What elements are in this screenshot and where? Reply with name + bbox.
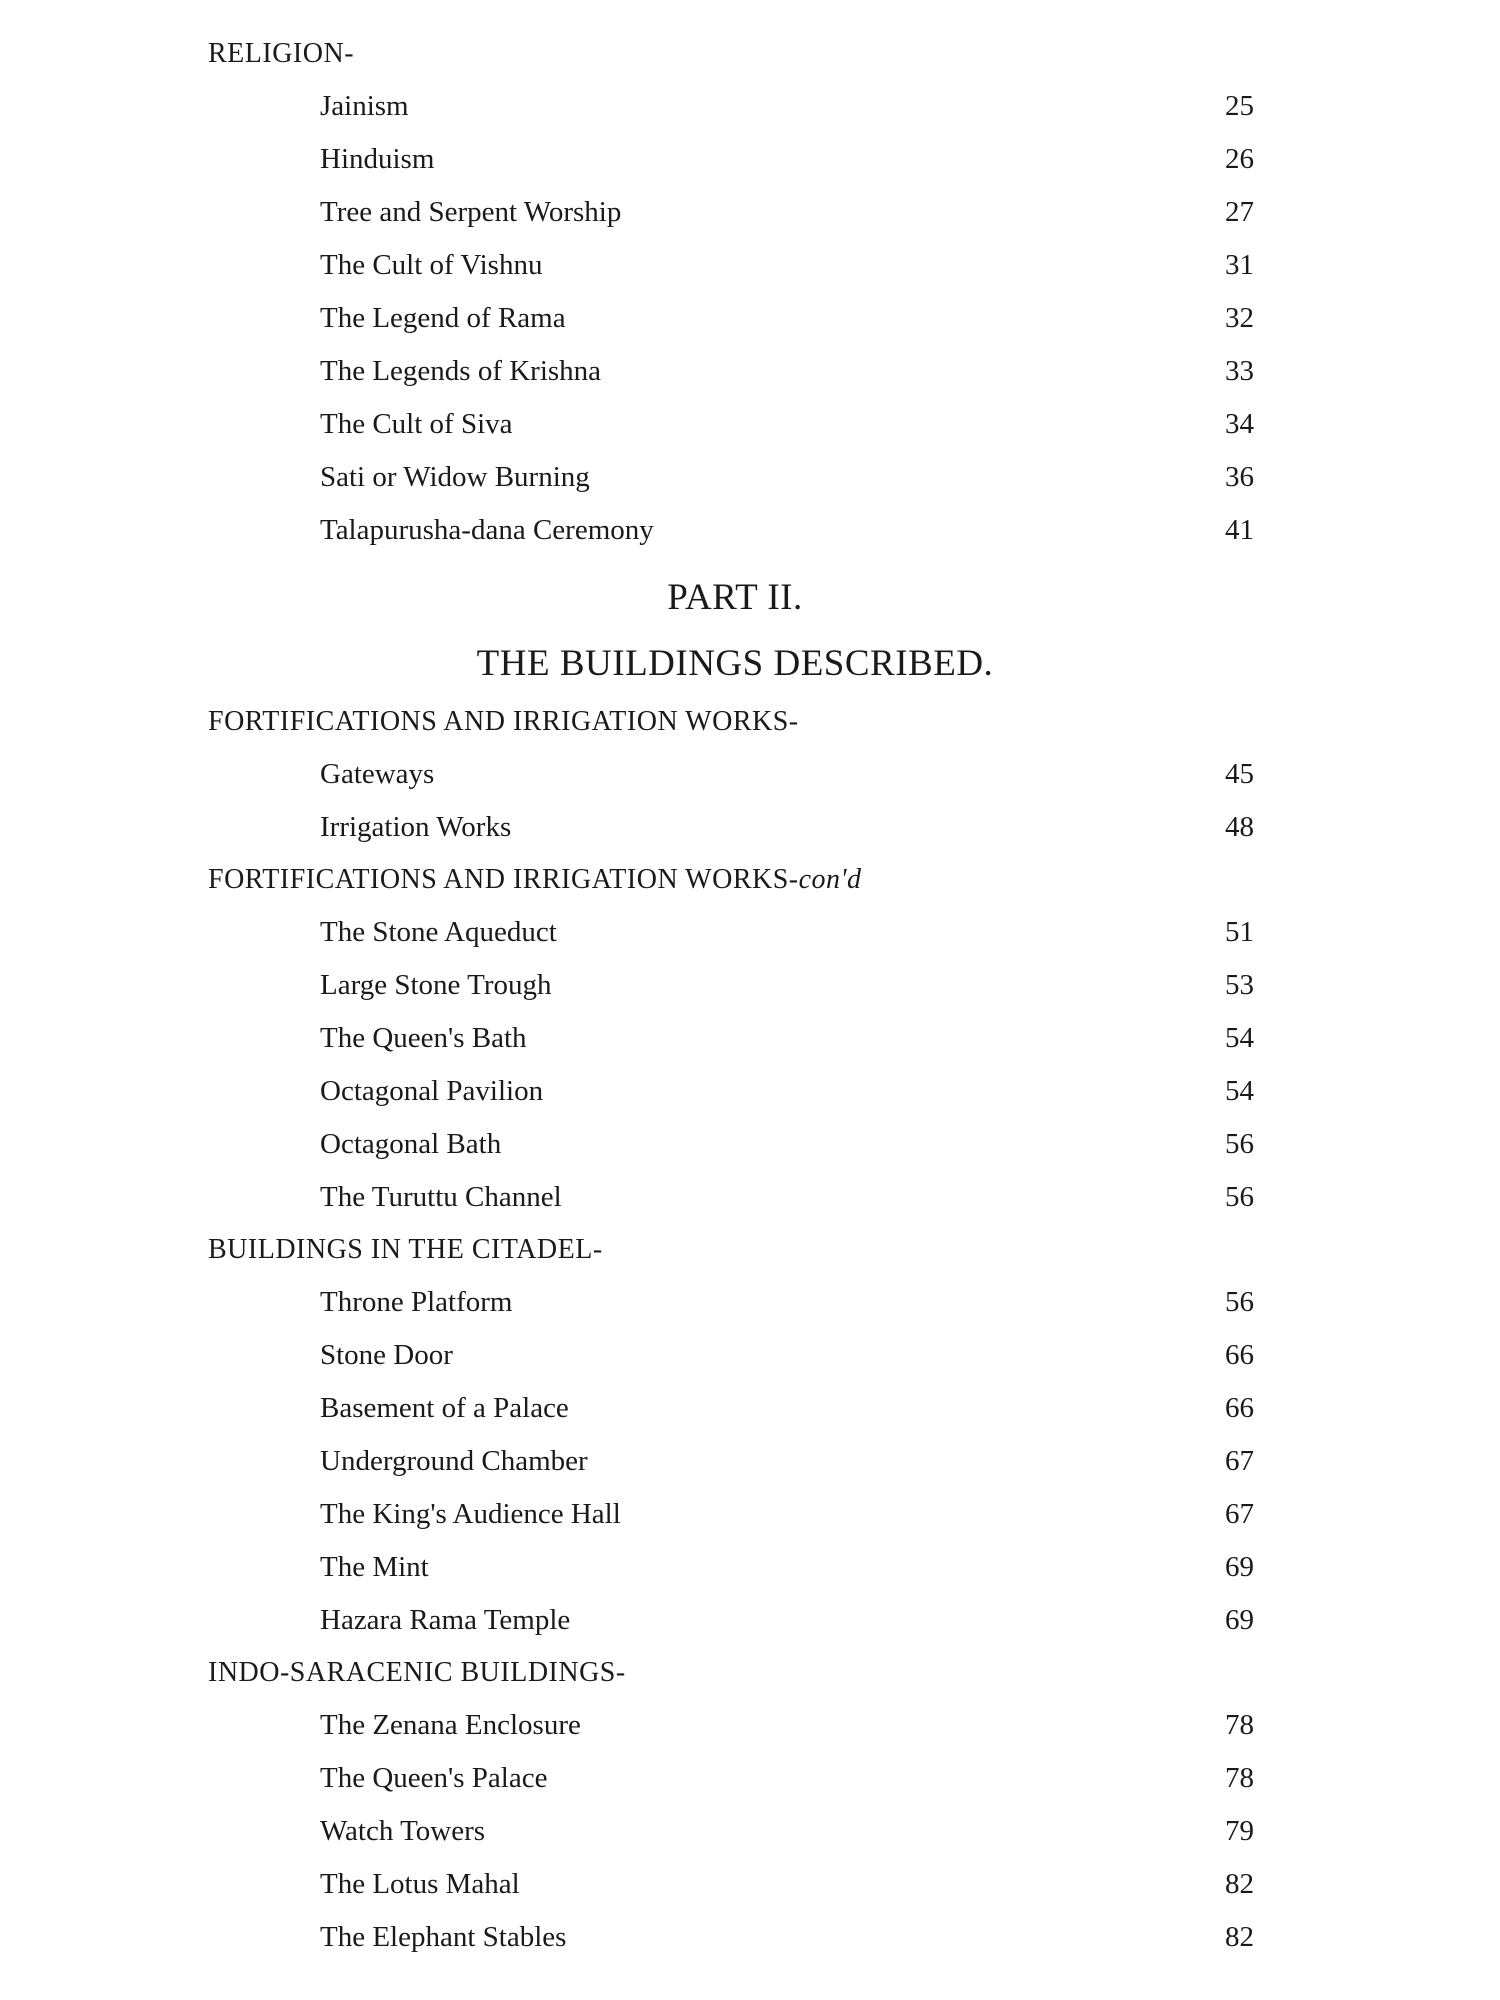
toc-entry-page: 82 [1225, 1868, 1254, 1900]
section-heading-fortifications-contd [208, 854, 862, 906]
toc-entry [320, 1382, 1254, 1434]
toc-entry-title: Hazara Rama Temple [320, 1604, 571, 1636]
toc-entry [320, 1594, 1254, 1646]
toc-entry-title: Jainism [320, 90, 409, 122]
section-heading-text: FORTIFICATIONS AND IRRIGATION WORKS- [208, 864, 799, 895]
toc-entry-title: The Mint [320, 1551, 429, 1583]
toc-entry-title: The Zenana Enclosure [320, 1709, 581, 1741]
toc-entry-page: 34 [1225, 408, 1254, 440]
toc-entry [320, 801, 1254, 853]
toc-entry-page: 32 [1225, 302, 1254, 334]
toc-entry-page: 67 [1225, 1498, 1254, 1530]
toc-entry-page: 36 [1225, 461, 1254, 493]
toc-entry-page: 56 [1225, 1181, 1254, 1213]
toc-entry [320, 1012, 1254, 1064]
toc-entry-title: Throne Platform [320, 1286, 513, 1318]
toc-entry [320, 239, 1254, 291]
toc-entry-title: Basement of a Palace [320, 1392, 569, 1424]
toc-entry-page: 67 [1225, 1445, 1254, 1477]
toc-entry [320, 1276, 1254, 1328]
toc-entry-title: The Stone Aqueduct [320, 916, 557, 948]
toc-entry-title: Octagonal Bath [320, 1128, 502, 1160]
toc-entry-title: Tree and Serpent Worship [320, 196, 622, 228]
toc-entry-title: The Legends of Krishna [320, 355, 602, 387]
toc-entry-page: 31 [1225, 249, 1254, 281]
toc-entry-title: The Cult of Siva [320, 408, 513, 440]
toc-entry-title: The Queen's Bath [320, 1022, 527, 1054]
toc-entry-page: 45 [1225, 758, 1254, 790]
toc-entry-page: 51 [1225, 916, 1254, 948]
toc-entry [320, 1752, 1254, 1804]
toc-entry-title: Talapurusha-dana Ceremony [320, 514, 654, 546]
toc-entry [320, 133, 1254, 185]
toc-entry-page: 69 [1225, 1604, 1254, 1636]
toc-entry [320, 1118, 1254, 1170]
toc-entry-title: Watch Towers [320, 1815, 486, 1847]
toc-entry-title: Large Stone Trough [320, 969, 552, 1001]
toc-entry-title: The Cult of Vishnu [320, 249, 543, 281]
toc-entry [320, 292, 1254, 344]
toc-entry-title: Octagonal Pavilion [320, 1075, 544, 1107]
toc-entry-page: 48 [1225, 811, 1254, 843]
toc-entry [320, 1171, 1254, 1223]
toc-entry [320, 1065, 1254, 1117]
toc-entry [320, 1435, 1254, 1487]
toc-entry-page: 25 [1225, 90, 1254, 122]
toc-entry-title: The King's Audience Hall [320, 1498, 621, 1530]
toc-entry-title: The Lotus Mahal [320, 1868, 520, 1900]
toc-entry-title: The Queen's Palace [320, 1762, 548, 1794]
toc-entry [320, 1805, 1254, 1857]
toc-entry-page: 66 [1225, 1392, 1254, 1424]
toc-entry-title: Underground Chamber [320, 1445, 588, 1477]
toc-entry [320, 504, 1254, 556]
toc-entry [320, 1488, 1254, 1540]
toc-entry [320, 398, 1254, 450]
toc-entry-page: 82 [1225, 1921, 1254, 1953]
toc-entry-title: Irrigation Works [320, 811, 512, 843]
toc-entry-title: Stone Door [320, 1339, 453, 1371]
toc-entry [320, 1911, 1254, 1963]
toc-entry-page: 33 [1225, 355, 1254, 387]
toc-entry-title: The Turuttu Channel [320, 1181, 562, 1213]
toc-entry [320, 1541, 1254, 1593]
toc-entry [320, 959, 1254, 1011]
toc-entry-title: Gateways [320, 758, 435, 790]
toc-entry-page: 69 [1225, 1551, 1254, 1583]
toc-entry-title: Hinduism [320, 143, 435, 175]
section-heading-fortifications: FORTIFICATIONS AND IRRIGATION WORKS- [208, 706, 799, 737]
toc-entry-title: Sati or Widow Burning [320, 461, 590, 493]
toc-entry [320, 1329, 1254, 1381]
toc-entry-page: 53 [1225, 969, 1254, 1001]
toc-entry-page: 27 [1225, 196, 1254, 228]
section-heading-citadel: BUILDINGS IN THE CITADEL- [208, 1234, 603, 1265]
part-subheading: THE BUILDINGS DESCRIBED. [476, 643, 994, 684]
toc-entry-title: The Legend of Rama [320, 302, 566, 334]
toc-entry-title: The Elephant Stables [320, 1921, 567, 1953]
section-heading-continued: con'd [798, 864, 862, 895]
section-heading-indo-saracenic: INDO-SARACENIC BUILDINGS- [208, 1657, 626, 1688]
toc-entry [320, 1858, 1254, 1910]
part-heading: PART II. [667, 577, 803, 618]
toc-entry-page: 56 [1225, 1128, 1254, 1160]
toc-entry [320, 345, 1254, 397]
toc-entry [320, 1699, 1254, 1751]
toc-entry-page: 78 [1225, 1762, 1254, 1794]
toc-entry-page: 26 [1225, 143, 1254, 175]
toc-entry [320, 748, 1254, 800]
toc-entry-page: 54 [1225, 1022, 1254, 1054]
toc-entry [320, 451, 1254, 503]
toc-entry [320, 80, 1254, 132]
toc-entry-page: 54 [1225, 1075, 1254, 1107]
section-heading-religion: RELIGION- [208, 38, 355, 69]
toc-entry-page: 56 [1225, 1286, 1254, 1318]
toc-entry [320, 186, 1254, 238]
toc-entry-page: 79 [1225, 1815, 1254, 1847]
toc-entry-page: 66 [1225, 1339, 1254, 1371]
toc-entry [320, 906, 1254, 958]
toc-entry-page: 41 [1225, 514, 1254, 546]
toc-entry-page: 78 [1225, 1709, 1254, 1741]
